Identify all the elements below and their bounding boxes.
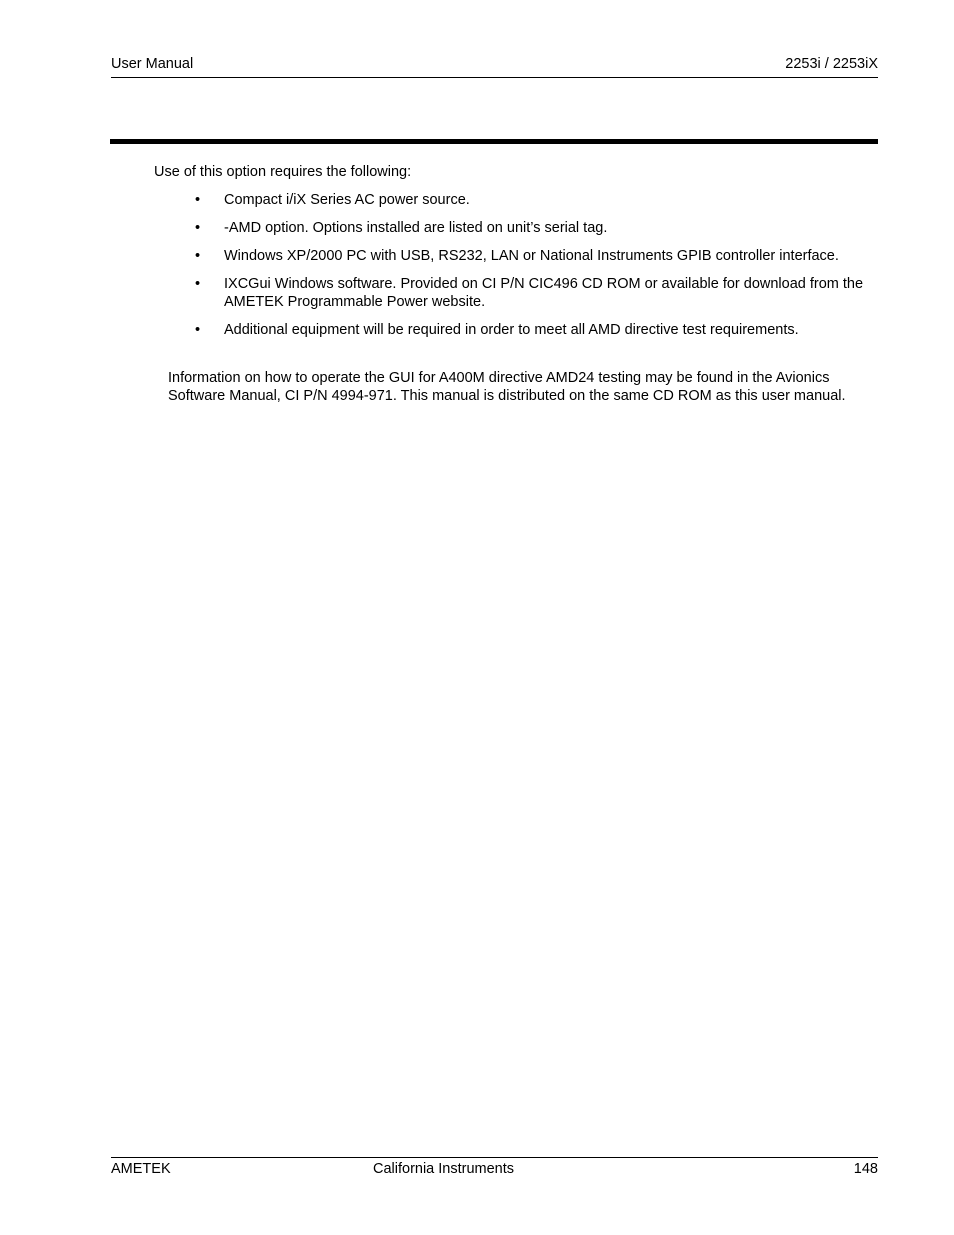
footer-company: AMETEK — [111, 1161, 171, 1177]
list-item — [195, 275, 865, 311]
list-item-text: Compact i/iX Series AC power source. — [224, 192, 470, 208]
info-paragraph: Information on how to operate the GUI for A400M directive AMD24 testing may be found in the Avionics Software Manual, CI P/N 4994-971. This manual is distributed on the same CD ROM as this user manual. — [168, 370, 846, 404]
section-divider — [110, 139, 878, 144]
list-item — [195, 321, 865, 339]
header-title: User Manual — [111, 56, 194, 72]
list-item — [195, 191, 865, 209]
bullet-icon: • — [195, 276, 201, 292]
bullet-icon: • — [195, 322, 201, 338]
page-header — [111, 55, 878, 78]
list-item — [195, 247, 865, 265]
list-item-text: Additional equipment will be required in order to meet all AMD directive test requirements. — [224, 322, 799, 338]
list-item-text: IXCGui Windows software. Provided on CI P/N CIC496 CD ROM or available for download from the AMETEK Programmable Power website. — [224, 276, 864, 310]
intro-paragraph: Use of this option requires the following: — [154, 164, 412, 180]
bullet-icon: • — [195, 248, 201, 264]
bullet-icon: • — [195, 220, 201, 236]
list-item — [195, 219, 865, 237]
list-item-text: Windows XP/2000 PC with USB, RS232, LAN or National Instruments GPIB controller interface. — [224, 248, 839, 264]
header-model: 2253i / 2253iX — [785, 56, 878, 72]
requirements-list — [195, 191, 865, 349]
footer-division: California Instruments — [373, 1161, 515, 1177]
page-footer — [111, 1157, 878, 1182]
bullet-icon: • — [195, 192, 201, 208]
list-item-text: -AMD option. Options installed are listed on unit’s serial tag. — [224, 220, 608, 236]
page-number: 148 — [853, 1161, 878, 1177]
